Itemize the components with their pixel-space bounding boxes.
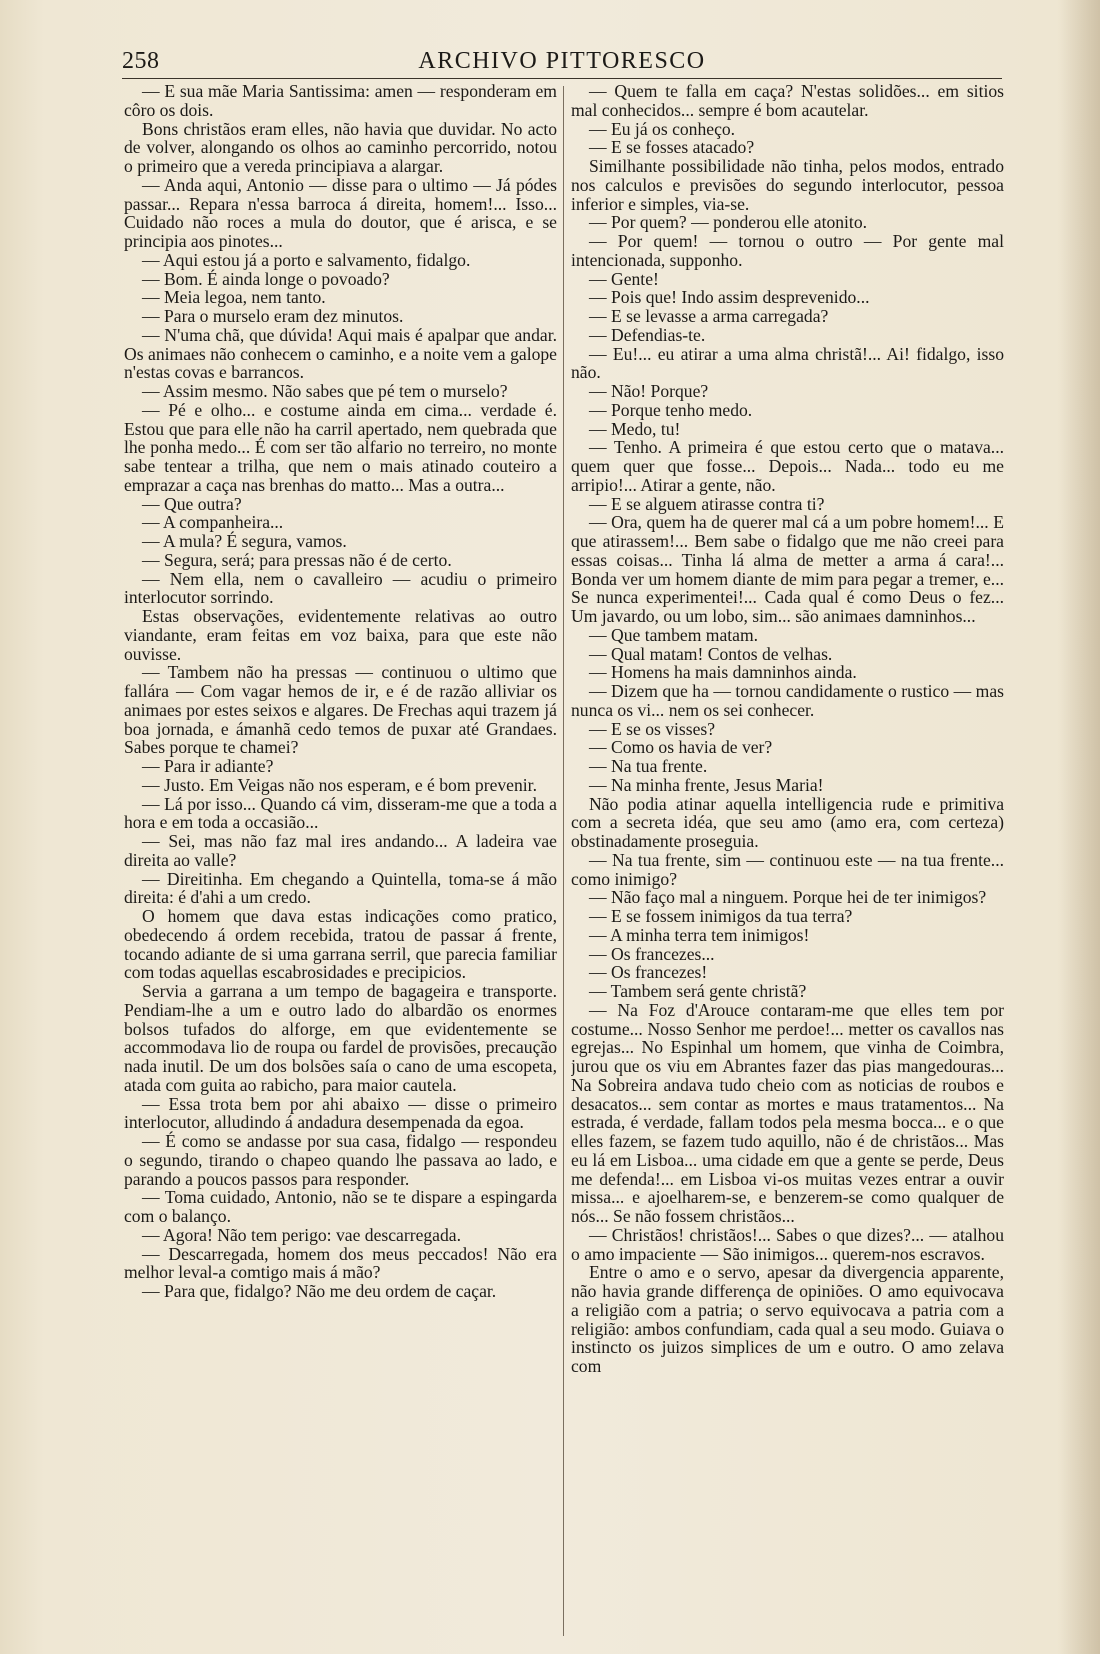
- paragraph: — E se fossem inimigos da tua terra?: [589, 906, 853, 926]
- column-divider: [563, 86, 564, 1636]
- paragraph: — Gente!: [589, 268, 659, 289]
- paragraph: Servia a garrana a um tempo de bagageira e transporte. Pendiam-lhe a um e outro lado do albardão os enormes bolsos tufados do alforge, em que evidentemente se accommodava lio de roupa ou fardel de provisões, precaução nada inutil. De um dos bolsões saía o cano de uma escopeta, atada com guita ao rabicho, para maior cautela.: [124, 981, 557, 1095]
- paragraph: — Segura, será; para pressas não é de certo.: [142, 549, 452, 570]
- paragraph: — Que tambem matam.: [589, 624, 759, 645]
- paragraph: — Pois que! Indo assim desprevenido...: [589, 287, 870, 308]
- paragraph: — Na tua frente, sim — continuou este — na tua frente... como inimigo?: [571, 849, 1004, 889]
- paragraph: — E se levasse a arma carregada?: [589, 306, 829, 326]
- paragraph: — Não faço mal a ninguem. Porque hei de ter inimigos?: [589, 887, 987, 908]
- paragraph: — Justo. Em Veigas não nos esperam, e é bom prevenir.: [142, 774, 537, 795]
- paragraph: — Como os havia de ver?: [589, 737, 773, 758]
- paragraph: — Bom. É ainda longe o povoado?: [142, 268, 390, 289]
- paragraph: — A mula? É segura, vamos.: [142, 531, 347, 551]
- paragraph: O homem que dava estas indicações como pratico, obedecendo á ordem recebida, tratou de passar á frente, tocando adiante de si uma garrana serril, que parecia familiar com todas aquellas escabrosidades e precipicios.: [124, 906, 557, 983]
- paragraph: — Direitinha. Em chegando a Quintella, toma-se á mão direita: é d'ahi a um credo.: [124, 868, 557, 908]
- paragraph: — Os francezes...: [589, 943, 715, 964]
- paragraph: — Homens ha mais damninhos ainda.: [589, 662, 857, 683]
- paragraph: — Quem te falla em caça? N'estas solidões... em sitios mal conhecidos... sempre é bom acautelar.: [571, 82, 1004, 120]
- paragraph: — Medo, tu!: [589, 418, 681, 439]
- left-column: [124, 82, 557, 1642]
- paragraph: — Qual matam! Contos de velhas.: [589, 643, 833, 664]
- paragraph: — A minha terra tem inimigos!: [589, 924, 810, 945]
- paragraph: — Eu!... eu atirar a uma alma christã!... Ai! fidalgo, isso não.: [571, 343, 1004, 383]
- paragraph: — Lá por isso... Quando cá vim, disseram-me que a toda a hora e em toda a occasião...: [124, 793, 557, 833]
- paragraph: Bons christãos eram elles, não havia que duvidar. No acto de volver, alongando os olhos ao caminho percorrido, notou o primeiro que a vereda principiava a alargar.: [124, 118, 557, 176]
- paragraph: — Sei, mas não faz mal ires andando... A ladeira vae direita ao valle?: [124, 831, 557, 870]
- paragraph: — É como se andasse por sua casa, fidalgo — respondeu o segundo, tirando o chapeo quando lhe passava ao lado, e parando a poucos passos para responder.: [124, 1131, 557, 1189]
- paragraph: — Tambem não ha pressas — continuou o ultimo que fallára — Com vagar hemos de ir, e é de razão alliviar os animaes por estes seixos e algares. De Frechas aqui trazem já boa jornada, e ámanhã cedo temos de puxar até Grandaes. Sabes porque te chamei?: [124, 662, 557, 758]
- paragraph: — E se os visses?: [589, 718, 716, 739]
- paragraph: — Na Foz d'Arouce contaram-me que elles tem por costume... Nosso Senhor me perdoe!... metter os cavallos nas egrejas... No Espinhal um homem, que vinha de Coimbra, jurou que os viu em Abrantes fazer das pias mangedouras... Na Sobreira andava tudo cheio com as noticias de roubos e desacatos... sem contar as mortes e maus tratamentos... Na estrada, é verdade, fallam todos pela mesma bocca... e o que elles fazem, se fazem tudo aquillo, não é de christãos... Mas eu lá em Lisboa... uma cidade em que a gente se perde, Deus me defenda!... em Lisboa vi-os muitas vezes entrar a ouvir missa... e ajoelharem-se, e benzerem-se como qualquer de nós... Se não fossem christãos...: [571, 999, 1004, 1226]
- paragraph: — Porque tenho medo.: [589, 399, 753, 420]
- paragraph: Estas observações, evidentemente relativas ao outro viandante, eram feitas em voz baixa, para que este não ouvisse.: [124, 606, 557, 664]
- paragraph: — E sua mãe Maria Santissima: amen — responderam em côro os dois.: [124, 82, 557, 120]
- page-edge-shadow: [1060, 0, 1100, 1654]
- paragraph: — Essa trota bem por ahi abaixo — disse o primeiro interlocutor, alludindo á andadura desempenada da egoa.: [124, 1093, 557, 1133]
- paragraph: — N'uma chã, que dúvida! Aqui mais é apalpar que andar. Os animaes não conhecem o caminho, e a noite vem a galope n'estas covas e barrancos.: [124, 324, 557, 383]
- paragraph: — Assim mesmo. Não sabes que pé tem o murselo?: [142, 381, 508, 401]
- paragraph: — Não! Porque?: [589, 381, 709, 401]
- paragraph: — Os francezes!: [589, 962, 708, 983]
- paragraph: — Descarregada, homem dos meus peccados! Não era melhor leval-a comtigo mais á mão?: [124, 1243, 557, 1283]
- paragraph: — Pé e olho... e costume ainda em cima... verdade é. Estou que para elle não ha carril apertado, nem quebrada que lhe ponha medo... É com ser tão alfario no terreiro, no monte sabe tentear a trilha, que nem o mais atinado couteiro a emprazar a caça nas brenhas do matto... Mas a outra...: [124, 399, 557, 495]
- paragraph: — Anda aqui, Antonio — disse para o ultimo — Já pódes passar... Repara n'essa barroca á direita, homem!... Isso... Cuidado não roces a mula do doutor, que é arisca, e se principia aos pinotes...: [124, 174, 557, 251]
- paragraph: — Na tua frente.: [589, 756, 708, 776]
- paragraph: — Nem ella, nem o cavalleiro — acudiu o primeiro interlocutor sorrindo.: [124, 568, 557, 608]
- running-title: ARCHIVO PITTORESCO: [418, 48, 706, 74]
- right-column: [571, 82, 1004, 1642]
- paragraph: — Para o murselo eram dez minutos.: [142, 306, 404, 326]
- paragraph: — Tambem será gente christã?: [589, 981, 807, 1001]
- paragraph: — Na minha frente, Jesus Maria!: [589, 774, 824, 795]
- paragraph: — Agora! Não tem perigo: vae descarregada.: [142, 1224, 461, 1245]
- paragraph: Não podia atinar aquella intelligencia rude e primitiva com a secreta idéa, que seu amo (amo era, com certeza) obstinadamente proseguia.: [571, 793, 1004, 851]
- paragraph: — Por quem! — tornou o outro — Por gente mal intencionada, supponho.: [571, 231, 1004, 270]
- paragraph: — A companheira...: [142, 512, 284, 533]
- header-rule: [122, 78, 1002, 79]
- page-header: [122, 44, 1002, 78]
- paragraph: — Dizem que ha — tornou candidamente o rustico — mas nunca os vi... nem os sei conhecer.: [571, 681, 1004, 720]
- paragraph: Similhante possibilidade não tinha, pelos modos, entrado nos calculos e previsões do segundo interlocutor, pessoa inferior e simples, via-se.: [571, 156, 1004, 214]
- paragraph: Entre o amo e o servo, apesar da divergencia apparente, não havia grande differença de opiniões. O amo equivocava a religião com a patria; o servo equivocava a patria com a religião: ambos confundiam, cada qual a seu modo. Guiava o instincto os juizos simplices de um e outro. O amo zelava com: [571, 1262, 1004, 1376]
- paragraph: — Tenho. A primeira é que estou certo que o matava... quem quer que fosse... Depois... Nada... todo eu me arripio!... Atirar a gente, não.: [571, 437, 1004, 495]
- paragraph: — Meia legoa, nem tanto.: [142, 287, 326, 308]
- paragraph: — Para ir adiante?: [142, 756, 274, 776]
- paragraph: — Aqui estou já a porto e salvamento, fidalgo.: [142, 249, 471, 270]
- paragraph: — Para que, fidalgo? Não me deu ordem de caçar.: [142, 1281, 497, 1301]
- paragraph: — E se alguem atirasse contra ti?: [589, 493, 825, 514]
- paragraph: — Por quem? — ponderou elle atonito.: [589, 212, 868, 233]
- paragraph: — Defendias-te.: [589, 324, 706, 345]
- paragraph: — Que outra?: [142, 493, 242, 514]
- paragraph: — Eu já os conheço.: [589, 118, 736, 139]
- paragraph: — Ora, quem ha de querer mal cá a um pobre homem!... E que atirassem!... Bem sabe o fidalgo que me não creei para essas coisas... Tinha lá alma de metter a arma á cara!... Bonda ver um homem diante de mim para pegar a tremer, e... Se nunca experimentei!... Cada qual é como Deus o fez... Um javardo, ou um lobo, sim... são animaes damninhos...: [571, 512, 1004, 626]
- paragraph: — E se fosses atacado?: [589, 137, 755, 158]
- paragraph: — Christãos! christãos!... Sabes o que dizes?... — atalhou o amo impaciente — São inimigos... querem-nos escravos.: [571, 1224, 1004, 1264]
- paragraph: — Toma cuidado, Antonio, não se te dispare a espingarda com o balanço.: [124, 1187, 557, 1226]
- page-number: 258: [122, 48, 160, 74]
